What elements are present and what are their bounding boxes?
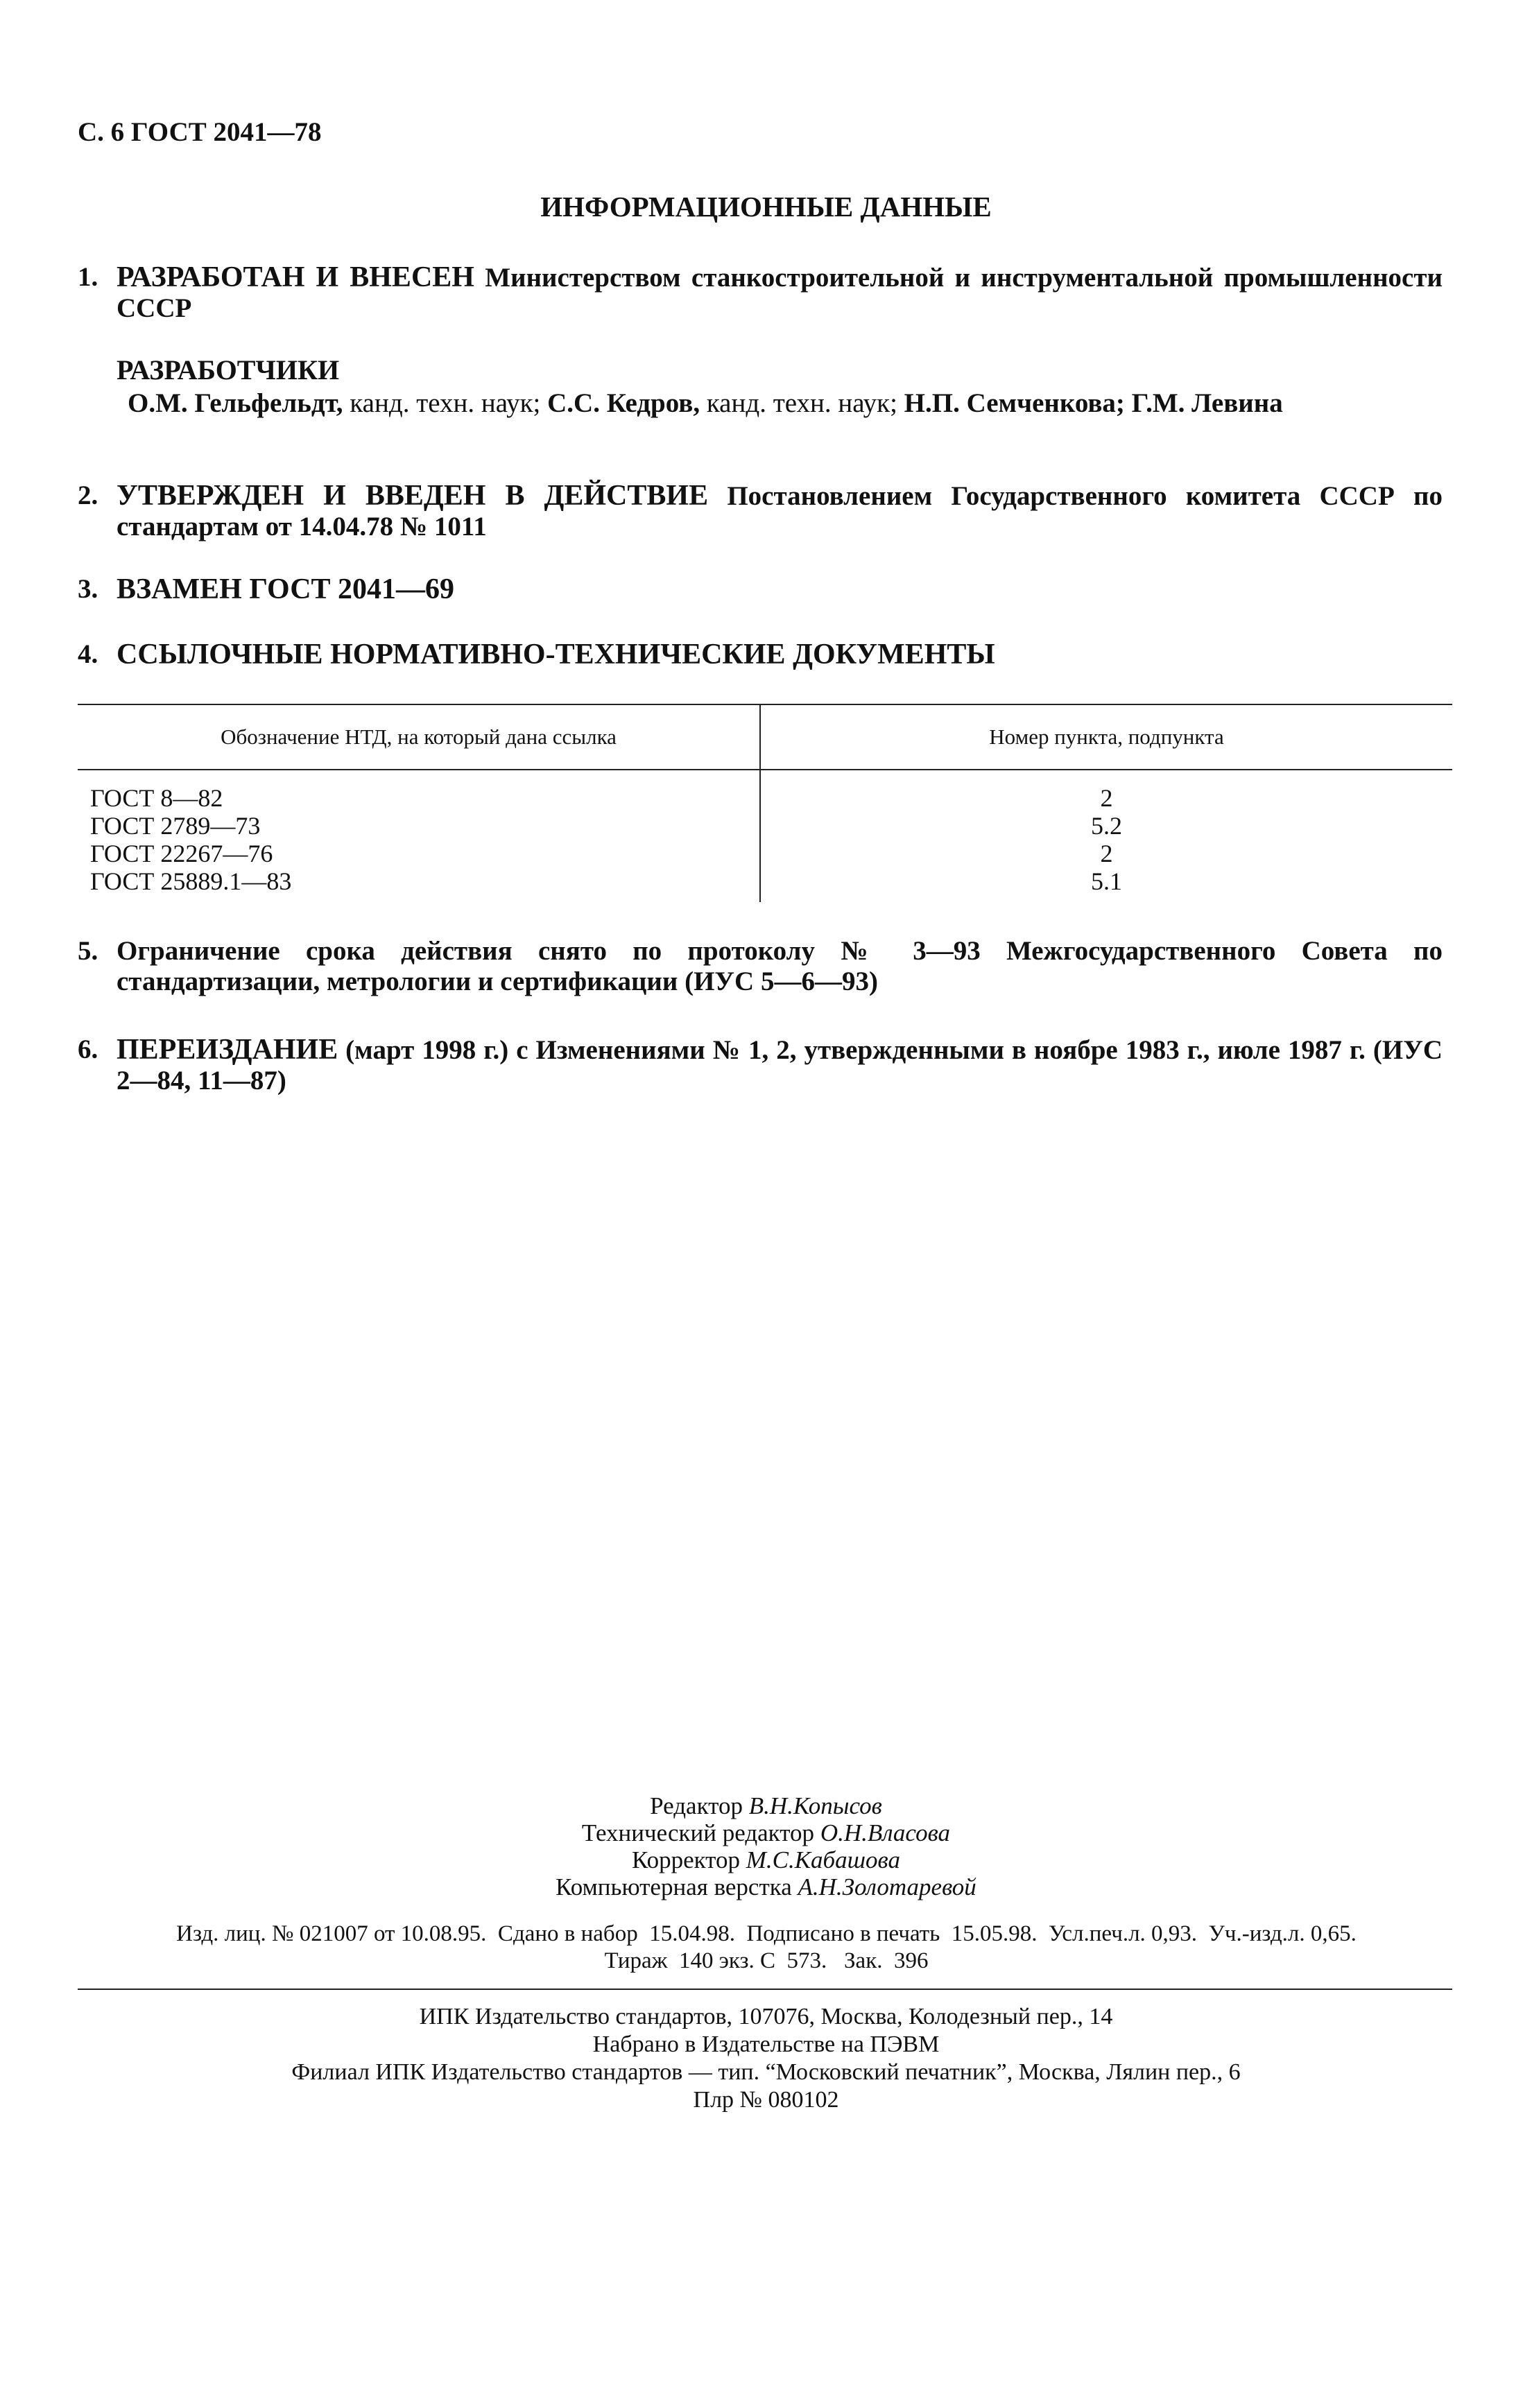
credit-editor: Редактор В.Н.Копысов xyxy=(650,1792,882,1819)
item-caps: ССЫЛОЧНЫЕ НОРМАТИВНО-ТЕХНИЧЕСКИЕ ДОКУМЕНТЫ xyxy=(117,639,995,670)
developer-name: О.М. Гельфельдт, xyxy=(128,388,343,418)
table-header-row xyxy=(78,704,1452,770)
item-number: 2. xyxy=(78,480,98,510)
info-item-5 xyxy=(78,936,1443,997)
item-text: Постановлением Государственного комитета СССР по стандартам от 14.04.78 № 1011 xyxy=(117,481,1443,542)
item-caps: РАЗРАБОТАН И ВНЕСЕН xyxy=(117,261,474,293)
item-caps: ВЗАМЕН ГОСТ 2041—69 xyxy=(117,573,455,605)
reference-document: ГОСТ 25889.1—83 xyxy=(78,867,760,902)
imprint-line: Тираж 140 экз. С 573. Зак. 396 xyxy=(604,1948,929,1973)
reference-document: ГОСТ 22267—76 xyxy=(78,840,760,867)
reference-clause: 2 xyxy=(1100,784,1113,812)
column-header-document: Обозначение НТД, на который дана ссылка xyxy=(78,704,760,770)
page-header: С. 6 ГОСТ 2041—78 xyxy=(78,117,322,147)
table-row xyxy=(78,770,1452,812)
item-caps: ПЕРЕИЗДАНИЕ xyxy=(117,1034,338,1066)
print-imprint xyxy=(104,1921,1429,1975)
developer-degree: канд. техн. наук; xyxy=(700,388,897,418)
table-row xyxy=(78,867,1452,902)
developer-name: С.С. Кедров, xyxy=(540,388,700,418)
table-row xyxy=(78,812,1452,840)
item-text: (март 1998 г.) с Изменениями № 1, 2, утвержденными в ноябре 1983 г., июле 1987 г. (ИУС 2—84, 11—87) xyxy=(117,1035,1443,1095)
item-text: Ограничение срока действия снято по протоколу № 3—93 Межгосударственного Совета по стандартизации, метрологии и сертификации (ИУС 5—6—93) xyxy=(117,936,1443,996)
reference-document: ГОСТ 2789—73 xyxy=(78,812,760,840)
developer-degree: канд. техн. наук; xyxy=(343,388,541,418)
info-item-4 xyxy=(78,639,1443,670)
table-row xyxy=(78,840,1452,867)
item-number: 1. xyxy=(78,262,98,292)
divider xyxy=(78,1989,1452,1990)
item-caps: УТВЕРЖДЕН И ВВЕДЕН В ДЕЙСТВИЕ xyxy=(117,480,709,512)
publisher-line: Плр № 080102 xyxy=(693,2087,839,2113)
publisher-line: Филиал ИПК Издательство стандартов — тип. “Московский печатник”, Москва, Лялин пер., 6 xyxy=(291,2059,1241,2085)
item-number: 6. xyxy=(78,1034,98,1064)
info-item-6 xyxy=(78,1034,1443,1096)
credit-proofreader: Корректор М.С.Кабашова xyxy=(632,1846,900,1873)
publisher-line: ИПК Издательство стандартов, 107076, Москва, Колодезный пер., 14 xyxy=(419,2004,1113,2029)
info-item-2 xyxy=(78,480,1443,542)
references-table xyxy=(78,704,1452,902)
column-header-clause: Номер пункта, подпункта xyxy=(760,704,1452,770)
reference-clause: 5.2 xyxy=(1091,812,1122,840)
reference-clause: 2 xyxy=(1100,840,1113,867)
developers-list xyxy=(128,386,1443,422)
item-text: Министерством станкостроительной и инструментальной промышленности СССР xyxy=(117,263,1443,323)
info-item-3 xyxy=(78,574,1443,605)
reference-document: ГОСТ 8—82 xyxy=(78,770,760,812)
credit-technical-editor: Технический редактор О.Н.Власова xyxy=(581,1819,951,1846)
item-number: 4. xyxy=(78,639,98,669)
editorial-credits xyxy=(0,1792,1532,1900)
item-number: 5. xyxy=(78,936,98,966)
developers-heading: РАЗРАБОТЧИКИ xyxy=(117,354,340,386)
item-number: 3. xyxy=(78,574,98,604)
publisher-info xyxy=(0,2003,1532,2114)
info-item-1 xyxy=(78,262,1443,324)
document-title: ИНФОРМАЦИОННЫЕ ДАННЫЕ xyxy=(540,191,992,223)
developer-name: Н.П. Семченкова; Г.М. Левина xyxy=(897,388,1283,418)
credit-layout: Компьютерная верстка А.Н.Золотаревой xyxy=(556,1873,976,1900)
publisher-line: Набрано в Издательстве на ПЭВМ xyxy=(592,2032,940,2057)
imprint-line: Изд. лиц. № 021007 от 10.08.95. Сдано в набор 15.04.98. Подписано в печать 15.05.98. Усл.печ.л. 0,93. Уч.-изд.л. 0,65. xyxy=(176,1921,1357,1946)
reference-clause: 5.1 xyxy=(1091,867,1122,895)
